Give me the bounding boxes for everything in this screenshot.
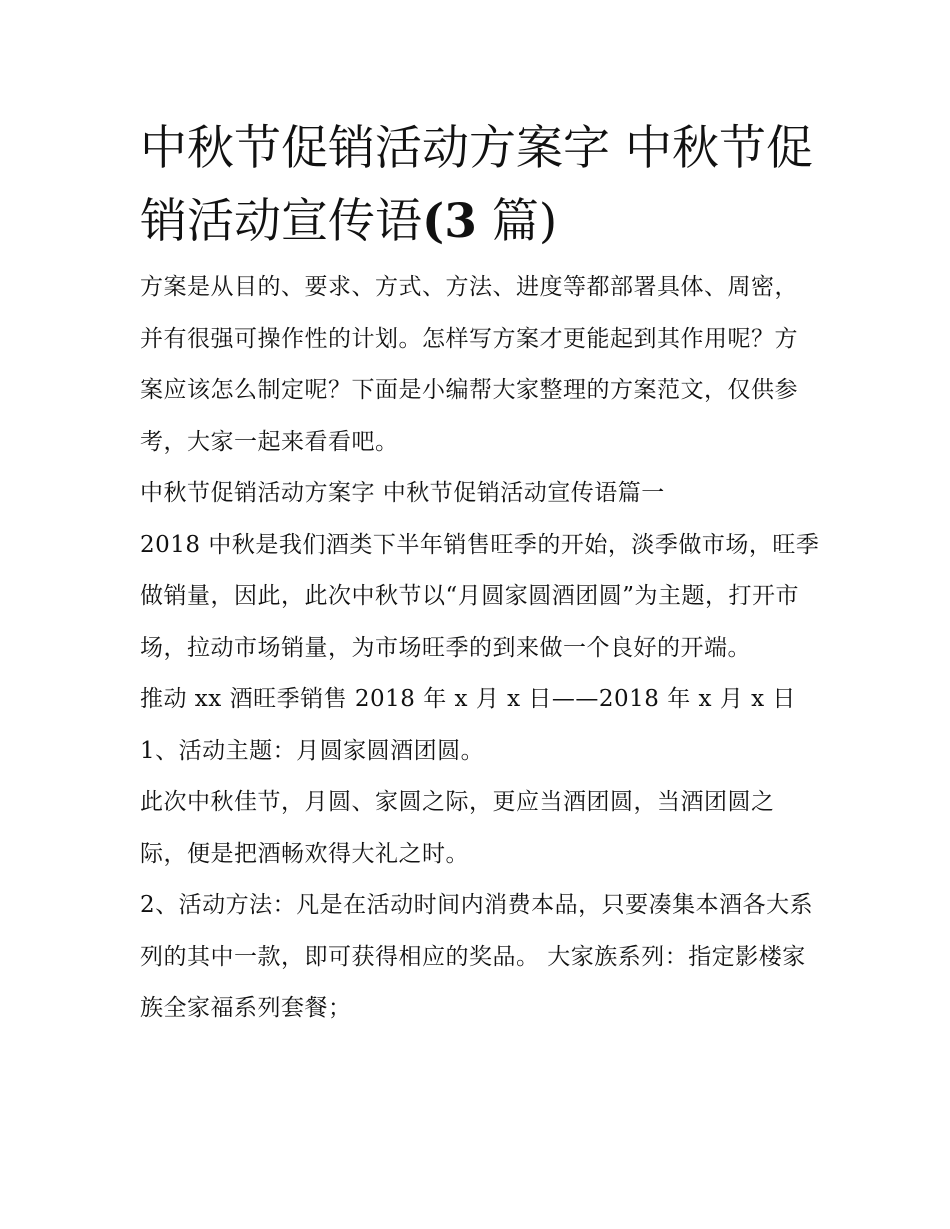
background-paragraph: 2018 中秋是我们酒类下半年销售旺季的开始，淡季做市场，旺季做销量，因此，此次中秋节以“月圆家圆酒团圆”为主题，打开市场，拉动市场销量，为市场旺季的到来做一个良好的开端。 — [140, 531, 820, 661]
document-title — [140, 112, 820, 258]
title-text: 中秋节促销活动方案字 中秋节促销活动宣传语 — [140, 121, 813, 249]
theme-paragraph: 推动 xx 酒旺季销售 2018 年 x 月 x 日——2018 年 x 月 x 日 1、活动主题：月圆家圆酒团圆。 — [140, 686, 796, 764]
document-content — [140, 112, 820, 1035]
title-suffix: 篇) — [476, 194, 558, 249]
festival-paragraph: 此次中秋佳节，月圆、家圆之际，更应当酒团圆，当酒团圆之际，便是把酒畅欢得大礼之时。 — [140, 789, 775, 867]
intro-paragraph: 方案是从目的、要求、方式、方法、进度等都部署具体、周密，并有很强可操作性的计划。怎样写方案才更能起到其作用呢？方案应该怎么制定呢？下面是小编帮大家整理的方案范文，仅供参考，大家一起来看看吧。 — [140, 274, 798, 455]
method-paragraph: 2、活动方法：凡是在活动时间内消费本品，只要凑集本酒各大系列的其中一款，即可获得相应的奖品。 大家族系列：指定影楼家族全家福系列套餐； — [140, 892, 814, 1021]
title-count: (3 — [422, 194, 477, 249]
section-heading: 中秋节促销活动方案字 中秋节促销活动宣传语篇一 — [140, 480, 665, 506]
